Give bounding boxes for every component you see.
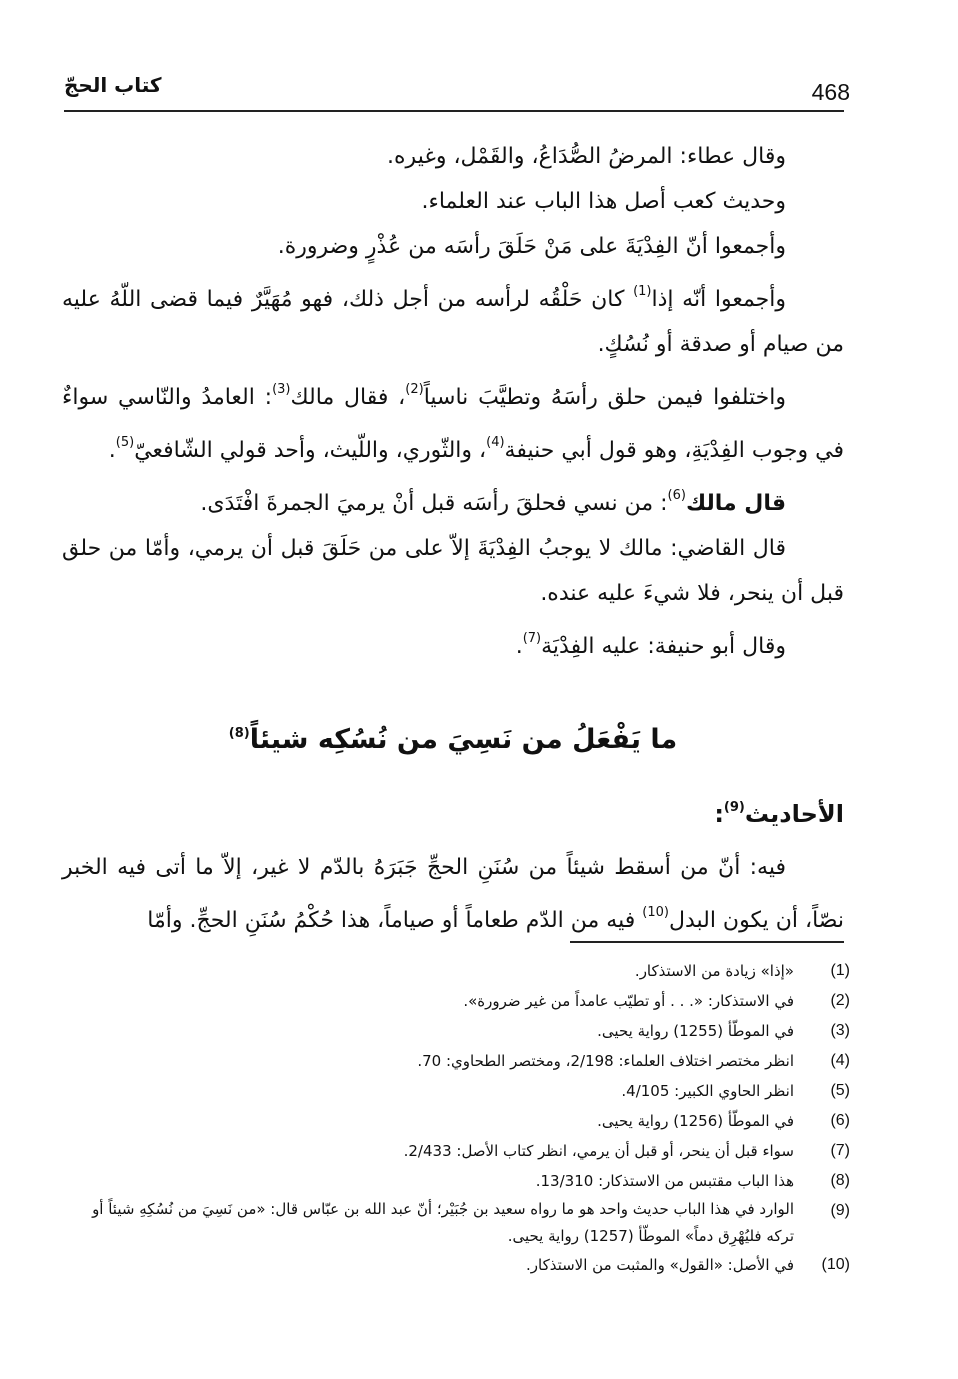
paragraph-text: واختلفوا فيمن حلق رأسَهُ وتطيَّبَ ناسياً: [423, 385, 786, 410]
footnote-reference-7[interactable]: (7): [522, 631, 542, 646]
paragraph-ata: [62, 134, 844, 179]
footnote-number: (5): [830, 1082, 850, 1099]
paragraph-text: : من نسي فحلقَ رأسَه قبل أنْ يرميَ الجمرةَ افْتَدَى.: [200, 491, 668, 516]
footnote-number: (1): [830, 962, 850, 979]
footnotes: [66, 956, 850, 1280]
footnote-number: (9): [830, 1202, 850, 1219]
footnote-7: [66, 1136, 850, 1166]
footnote-text: «إذا» زيادة من الاستذكار.: [634, 962, 794, 980]
subheading-suffix: :: [714, 800, 724, 828]
page-header: [64, 66, 850, 106]
footnote-reference-1[interactable]: (1): [633, 284, 652, 299]
section-heading-text: ما يَفْعَلُ من نَسِيَ من نُسُكِه شيئاً: [249, 724, 678, 755]
footnote-reference-8[interactable]: (8): [228, 726, 250, 741]
footnote-reference-3[interactable]: (3): [272, 382, 291, 397]
paragraph-text: وحديث كعب أصل هذا الباب عند العلماء.: [421, 189, 786, 214]
footnote-text: انظر الحاوي الكبير: 4/105.: [621, 1082, 794, 1100]
footnote-number: (10): [821, 1256, 850, 1273]
footnote-number: (6): [830, 1112, 850, 1129]
paragraph-kaab-hadith: [62, 179, 844, 224]
paragraph-text: .: [515, 634, 523, 659]
footnote-8: [66, 1166, 850, 1196]
footnote-reference-9[interactable]: (9): [723, 800, 745, 815]
page-number: 468: [811, 79, 850, 105]
section-heading: [62, 711, 844, 763]
footnote-separator: [570, 941, 844, 943]
paragraph-text: فيه: أنّ من أسقط شيئاً من سُنَنِ الحجِّ جَبَرَهُ بالدّم لا غير، إلاّ ما أتى فيه الخبر نصّاً، أن يكون البدل: [62, 855, 844, 933]
paragraph-text: وأجمعوا أنّ الفِدْيَةَ على مَنْ حَلَقَ رأسَه من عُذْرٍ وضرورة.: [277, 234, 786, 259]
footnote-2: [66, 986, 850, 1016]
footnote-6: [66, 1106, 850, 1136]
footnote-3: [66, 1016, 850, 1046]
footnote-9: [66, 1196, 850, 1250]
footnote-number: (2): [830, 992, 850, 1009]
quote-lead: قال مالك: [685, 491, 786, 516]
footnote-text: في الاستذكار: «. . . أو تطيّب عامداً من غير ضرورة».: [463, 992, 794, 1010]
hadiths-subheading: [62, 785, 844, 837]
paragraph-text: وقال أبو حنيفة: عليه الفِدْيَة: [541, 634, 786, 659]
paragraph-text: .: [108, 438, 116, 463]
footnote-text: هذا الباب مقتبس من الاستذكار: 13/310.: [535, 1172, 794, 1190]
footnote-5: [66, 1076, 850, 1106]
footnote-number: (8): [830, 1172, 850, 1189]
footnote-number: (7): [830, 1142, 850, 1159]
paragraph-consensus-fidya: [62, 224, 844, 269]
running-title: كتاب الحجّ: [64, 73, 162, 97]
main-text: [62, 134, 844, 943]
paragraph-malik-quote: [62, 473, 844, 526]
paragraph-text: وقال عطاء: المرضُ الصُّدَاعُ، والقَمْل، وغيره.: [387, 144, 786, 169]
subheading-text: الأحاديث: [744, 800, 844, 828]
footnote-number: (3): [830, 1022, 850, 1039]
footnote-reference-5[interactable]: (5): [115, 435, 135, 450]
footnote-number: (4): [830, 1052, 850, 1069]
paragraph-text: : العامدُ والنّاسي سواءٌ في وجوب الفِدْيَةِ، وهو قول أبي حنيفة: [62, 385, 844, 463]
footnote-reference-6[interactable]: (6): [667, 488, 686, 503]
paragraph-qadi: [62, 526, 844, 616]
paragraph-disagreement: [62, 367, 844, 473]
header-rule: [64, 110, 844, 112]
footnote-1: [66, 956, 850, 986]
footnote-text: في الموطّأ (1255) رواية يحيى.: [597, 1022, 794, 1040]
footnote-4: [66, 1046, 850, 1076]
paragraph-abu-hanifa: [62, 616, 844, 669]
paragraph-text: كان حَلْقُه لرأسه من أجل ذلك، فهو مُهَيَّرٌ فيما قضى اللّهُ عليه من صيام أو صدقة أو نُسُكٍ.: [62, 287, 844, 357]
footnote-reference-4[interactable]: (4): [486, 435, 505, 450]
paragraph-text: فيه من الدّم طعاماً أو صياماً، هذا حُكْمُ سُنَنِ الحجِّ. وأمّا: [147, 908, 643, 933]
paragraph-text: ، فقال مالك: [290, 385, 406, 410]
paragraph-text: قال القاضي: مالك لا يوجبُ الفِدْيَةَ إلاّ على من حَلَقَ قبل أن يرمي، وأمّا من حلق قبل أن ينحر، فلا شيءَ عليه عنده.: [62, 536, 844, 606]
paragraph-text: ، والثّوري، واللّيث، وأحد قولي الشّافعيّ: [134, 438, 487, 463]
footnote-reference-10[interactable]: (10): [642, 905, 669, 920]
paragraph-consensus-choice: [62, 269, 844, 367]
footnote-text: سواء قبل أن ينحر، أو قبل أن يرمي، انظر كتاب الأصل: 2/433.: [403, 1142, 794, 1160]
footnote-10: [66, 1250, 850, 1280]
footnote-text: في الموطّأ (1256) رواية يحيى.: [597, 1112, 794, 1130]
footnote-reference-2[interactable]: (2): [405, 382, 424, 397]
footnote-text: انظر مختصر اختلاف العلماء: 2/198، ومختصر الطحاوي: 70.: [417, 1052, 794, 1070]
footnote-text: الوارد في هذا الباب حديث واحد هو ما رواه سعيد بن جُبَيْر؛ أنّ عبد الله بن عبّاس قال: «من نَسِيَ من نُسُكِهِ شيئاً أو تركه فليُهْرِق دماً» الموطّأ (1257) رواية يحيى.: [92, 1200, 794, 1245]
paragraph-ruling: [62, 845, 844, 943]
paragraph-text: وأجمعوا أنّه إذا: [651, 287, 787, 312]
footnote-text: في الأصل: «القول» والمثبت من الاستذكار.: [525, 1256, 794, 1274]
